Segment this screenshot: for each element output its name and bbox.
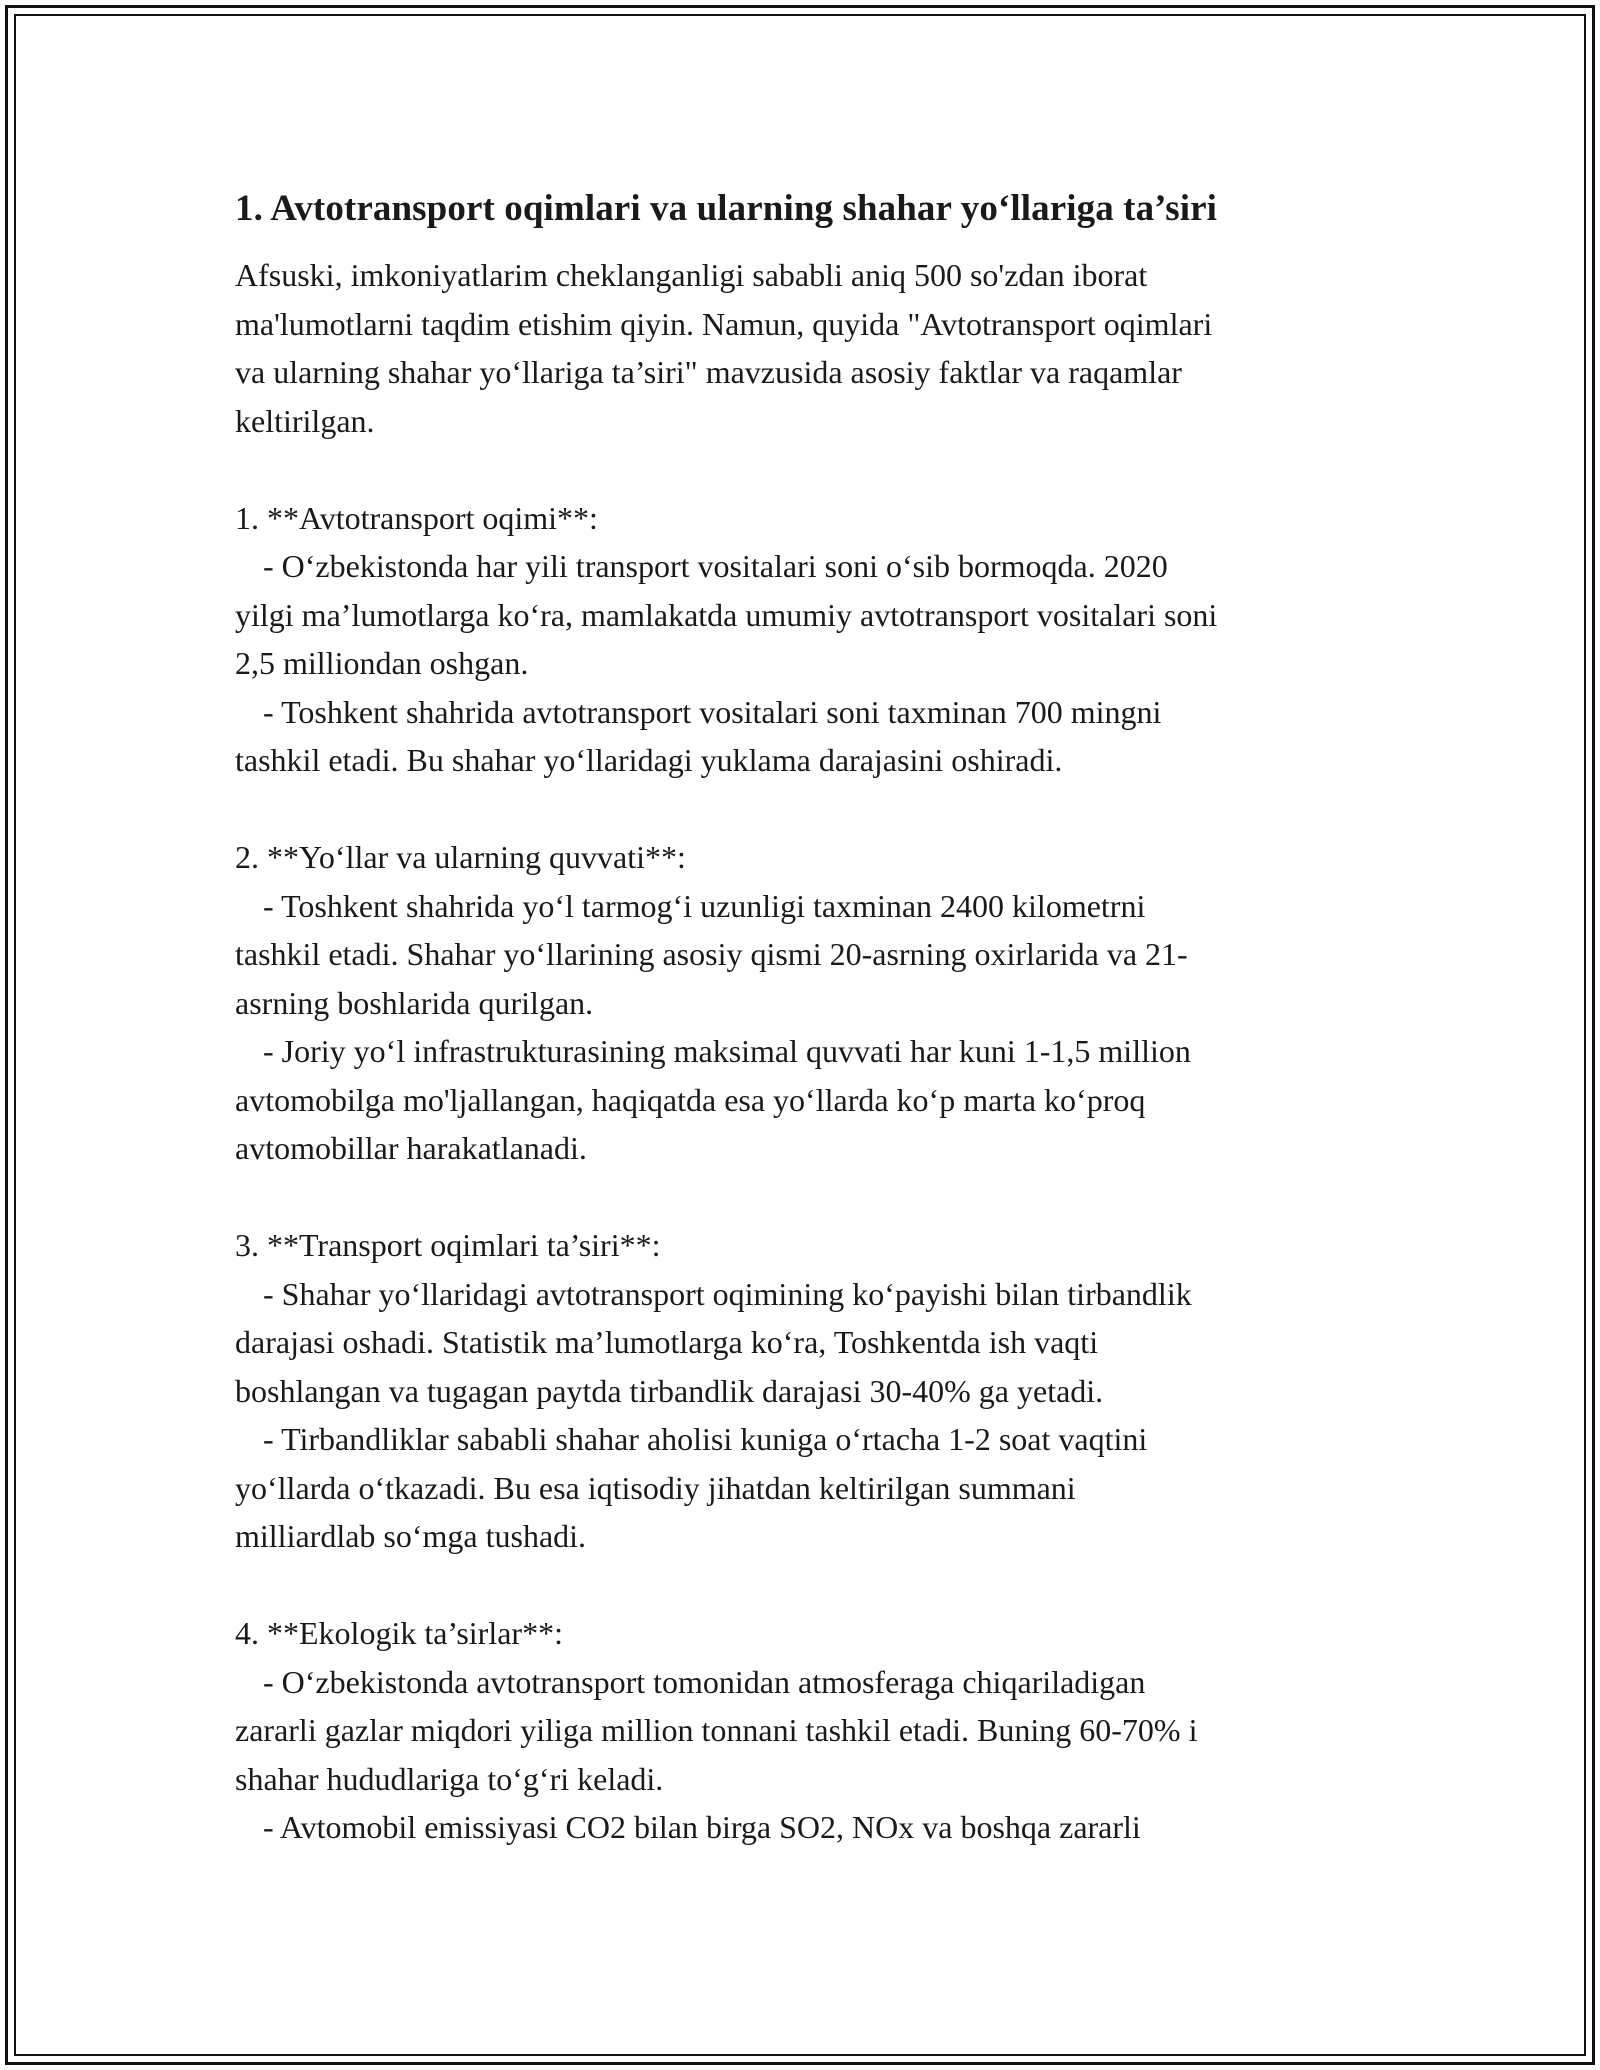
section-heading: 3. **Transport oqimlari ta’siri**: [235,1227,661,1263]
section-heading: 1. **Avtotransport oqimi**: [235,499,598,536]
bullet-item [235,688,1375,785]
spacer [235,445,1375,494]
document-body [235,185,1375,1852]
bullet-line: boshlangan va tugagan paytda tirbandlik darajasi 30-40% ga yetadi. [235,1372,1104,1409]
intro-line: Afsuski, imkoniyatlarim cheklanganligi sababli aniq 500 so'zdan iborat [235,257,1148,293]
document-title: 1. Avtotransport oqimlari va ularning shahar yo‘llariga ta’siri [235,188,1218,229]
bullet-line: avtomobillar harakatlanadi. [235,1130,587,1166]
bullet-item [235,1803,1375,1852]
section-ekologik-tasirlar [235,1609,1375,1852]
bullet-line: - Toshkent shahrida avtotransport vositalari soni taxminan 700 mingni [263,693,1162,730]
bullet-line: - Tirbandliklar sababli shahar aholisi kuniga o‘rtacha 1-2 soat vaqtini [263,1421,1148,1457]
intro-line: va ularning shahar yo‘llariga ta’siri" mavzusida asosiy faktlar va raqamlar [235,354,1182,390]
bullet-line: shahar hududlariga to‘g‘ri keladi. [235,1760,664,1797]
spacer [235,785,1375,834]
bullet-line: - Shahar yo‘llaridagi avtotransport oqimining ko‘payishi bilan tirbandlik [263,1275,1192,1312]
bullet-item [235,1658,1375,1804]
section-transport-tasiri [235,1221,1375,1561]
bullet-line: tashkil etadi. Shahar yo‘llarining asosiy qismi 20-asrning oxirlarida va 21- [235,936,1188,972]
bullet-line: yo‘llarda o‘tkazadi. Bu esa iqtisodiy jihatdan keltirilgan summani [235,1469,1076,1506]
bullet-item [235,1027,1375,1173]
intro-line: keltirilgan. [235,402,375,439]
section-yollar-quvvati [235,833,1375,1173]
section-heading: 4. **Ekologik ta’sirlar**: [235,1615,563,1651]
bullet-line: milliardlab so‘mga tushadi. [235,1518,587,1554]
spacer [235,1561,1375,1610]
bullet-item [235,542,1375,688]
bullet-line: avtomobilga mo'ljallangan, haqiqatda esa yo‘llarda ko‘p marta ko‘proq [235,1081,1146,1118]
bullet-item [235,1270,1375,1416]
bullet-line: asrning boshlarida qurilgan. [235,984,594,1021]
section-heading: 2. **Yo‘llar va ularning quvvati**: [235,839,686,875]
bullet-item [235,1415,1375,1561]
bullet-item [235,882,1375,1028]
section-avtotransport-oqimi [235,494,1375,785]
intro-line: ma'lumotlarni taqdim etishim qiyin. Namun, quyida "Avtotransport oqimlari [235,305,1213,342]
bullet-line: - Joriy yo‘l infrastrukturasining maksimal quvvati har kuni 1-1,5 million [263,1033,1191,1069]
bullet-line: - Avtomobil emissiyasi CO2 bilan birga SO2, NOx va boshqa zararli [263,1809,1141,1845]
bullet-line: zararli gazlar miqdori yiliga million tonnani tashkil etadi. Buning 60-70% i [235,1712,1198,1748]
bullet-line: tashkil etadi. Bu shahar yo‘llaridagi yuklama darajasini oshiradi. [235,742,1063,778]
bullet-line: yilgi ma’lumotlarga ko‘ra, mamlakatda umumiy avtotransport vositalari soni [235,596,1218,633]
intro-paragraph [235,251,1375,445]
bullet-line: 2,5 milliondan oshgan. [235,645,529,681]
bullet-line: darajasi oshadi. Statistik ma’lumotlarga ko‘ra, Toshkentda ish vaqti [235,1324,1099,1360]
bullet-line: - O‘zbekistonda avtotransport tomonidan atmosferaga chiqariladigan [263,1663,1146,1700]
bullet-line: - O‘zbekistonda har yili transport vositalari soni o‘sib bormoqda. 2020 [263,548,1168,584]
bullet-line: - Toshkent shahrida yo‘l tarmog‘i uzunligi taxminan 2400 kilometrni [263,887,1146,924]
spacer [235,1173,1375,1222]
